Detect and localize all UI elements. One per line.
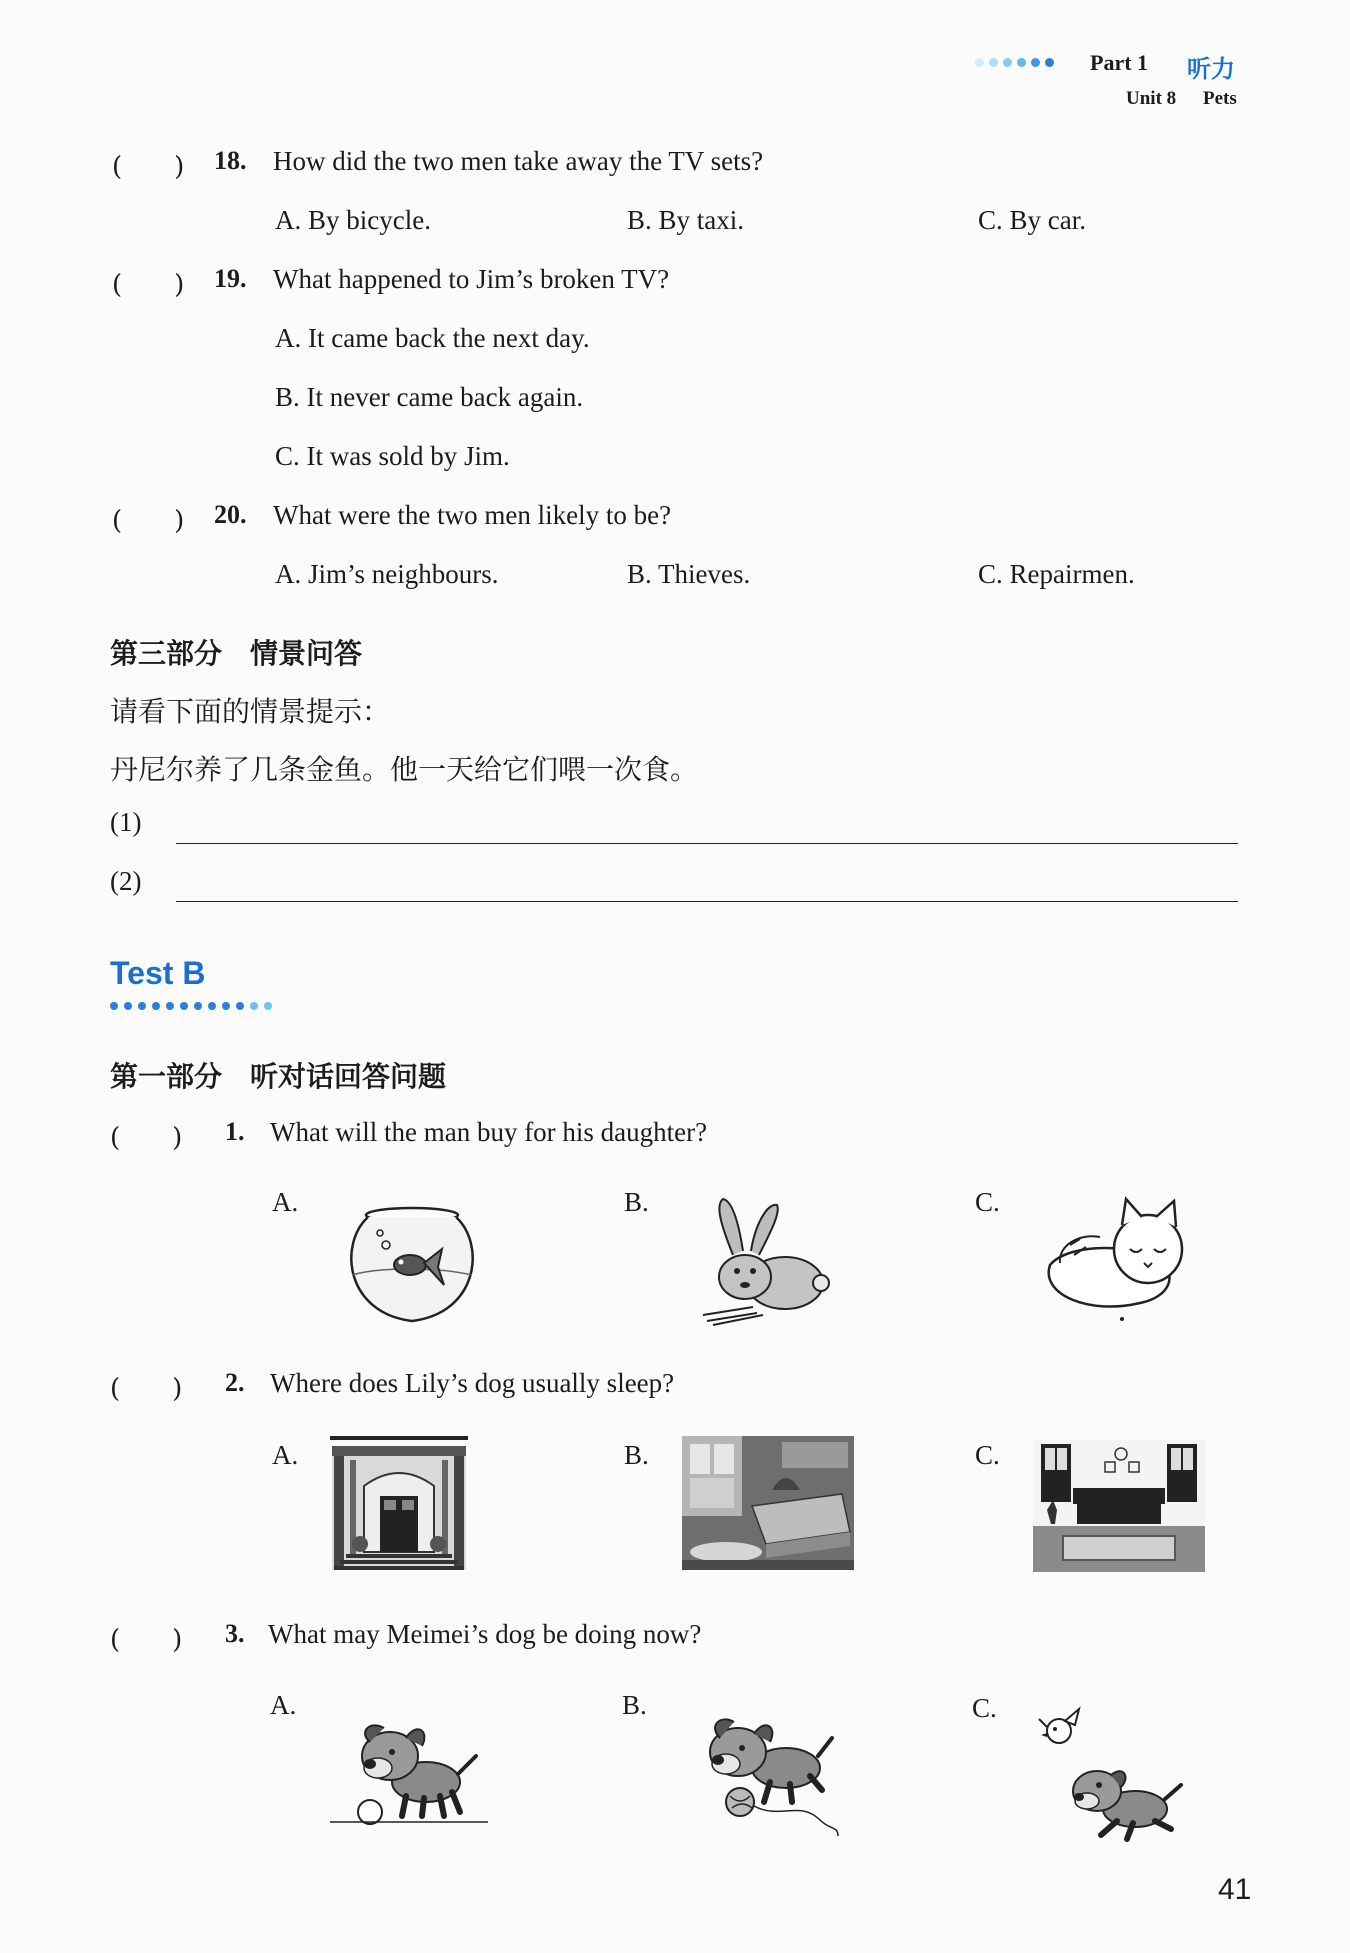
scenario-text: 丹尼尔养了几条金鱼。他一天给它们喂一次食。 — [110, 753, 699, 786]
dot — [138, 1002, 146, 1010]
dot — [194, 1002, 202, 1010]
question-text: Where does Lily’s dog usually sleep? — [270, 1368, 675, 1398]
question-text: How did the two men take away the TV sets? — [273, 146, 764, 176]
question-number: 18. — [214, 146, 247, 175]
option-b: B. By taxi. — [627, 205, 745, 235]
option-a: A. Jim’s neighbours. — [275, 559, 499, 589]
option-label-b: B. — [624, 1440, 649, 1470]
header-dot — [1017, 58, 1026, 67]
option-c: C. It was sold by Jim. — [275, 441, 510, 471]
test-b-title: Test B — [110, 955, 206, 991]
question-text: What happened to Jim’s broken TV? — [273, 264, 670, 294]
dot — [152, 1002, 160, 1010]
question-text: What were the two men likely to be? — [273, 500, 672, 530]
question-number: 2. — [225, 1368, 245, 1397]
header-dot — [1045, 58, 1054, 67]
question-text: What may Meimei’s dog be doing now? — [268, 1619, 702, 1649]
dot — [222, 1002, 230, 1010]
question-number: 1. — [225, 1117, 245, 1146]
house-front-door-icon[interactable] — [330, 1436, 468, 1572]
option-label-a: A. — [272, 1440, 299, 1470]
rabbit-icon[interactable] — [693, 1195, 833, 1329]
section-title: 第一部分 听对话回答问题 — [110, 1060, 447, 1093]
option-c: C. Repairmen. — [978, 559, 1135, 589]
header-unit: Unit 8 — [1126, 88, 1177, 109]
dot — [208, 1002, 216, 1010]
option-label-c: C. — [975, 1187, 1000, 1217]
header-dot — [1031, 58, 1040, 67]
option-b: B. Thieves. — [627, 559, 751, 589]
header-part: Part 1 — [1090, 50, 1149, 75]
dot — [250, 1002, 258, 1010]
option-c: C. By car. — [978, 205, 1086, 235]
option-a: A. It came back the next day. — [275, 323, 590, 353]
section-title: 第三部分 情景问答 — [110, 637, 363, 670]
dot — [110, 1002, 118, 1010]
dot — [236, 1002, 244, 1010]
living-room-icon[interactable] — [1033, 1440, 1205, 1572]
dot — [180, 1002, 188, 1010]
dot — [124, 1002, 132, 1010]
option-label-c: C. — [972, 1693, 997, 1723]
bedroom-icon[interactable] — [682, 1436, 854, 1570]
question-number: 20. — [214, 500, 247, 529]
blank-label: (2) — [110, 866, 142, 896]
header-part-cn: 听力 — [1187, 55, 1235, 83]
header-dot — [989, 58, 998, 67]
answer-blank[interactable]: ( ) — [110, 1123, 183, 1153]
question-number: 3. — [225, 1619, 245, 1648]
question-number: 19. — [214, 264, 247, 293]
goldfish-bowl-icon[interactable] — [338, 1205, 486, 1329]
dot — [166, 1002, 174, 1010]
option-a: A. By bicycle. — [275, 205, 431, 235]
blank-label: (1) — [110, 807, 142, 837]
test-b-dots — [110, 1002, 272, 1010]
header-topic: Pets — [1203, 88, 1237, 109]
header-dot — [975, 58, 984, 67]
option-label-b: B. — [624, 1187, 649, 1217]
scenario-prompt: 请看下面的情景提示： — [110, 695, 391, 728]
answer-blank[interactable]: ( ) — [112, 506, 185, 536]
question-text: What will the man buy for his daughter? — [270, 1117, 708, 1147]
dog-chasing-bird-icon[interactable] — [1035, 1705, 1185, 1845]
answer-blank[interactable]: ( ) — [112, 152, 185, 182]
page-number: 41 — [1218, 1873, 1252, 1906]
dog-playing-yarn-icon[interactable] — [690, 1710, 840, 1840]
sleeping-cat-icon[interactable] — [1030, 1185, 1198, 1325]
option-label-b: B. — [622, 1690, 647, 1720]
option-label-c: C. — [975, 1440, 1000, 1470]
dog-playing-ball-icon[interactable] — [330, 1716, 488, 1826]
header-dot — [1003, 58, 1012, 67]
header-dots — [975, 58, 1054, 67]
answer-blank[interactable]: ( ) — [110, 1374, 183, 1404]
answer-line-1[interactable] — [176, 843, 1238, 844]
option-label-a: A. — [272, 1187, 299, 1217]
option-b: B. It never came back again. — [275, 382, 584, 412]
answer-blank[interactable]: ( ) — [110, 1625, 183, 1655]
option-label-a: A. — [270, 1690, 297, 1720]
dot — [264, 1002, 272, 1010]
answer-blank[interactable]: ( ) — [112, 270, 185, 300]
answer-line-2[interactable] — [176, 901, 1238, 902]
